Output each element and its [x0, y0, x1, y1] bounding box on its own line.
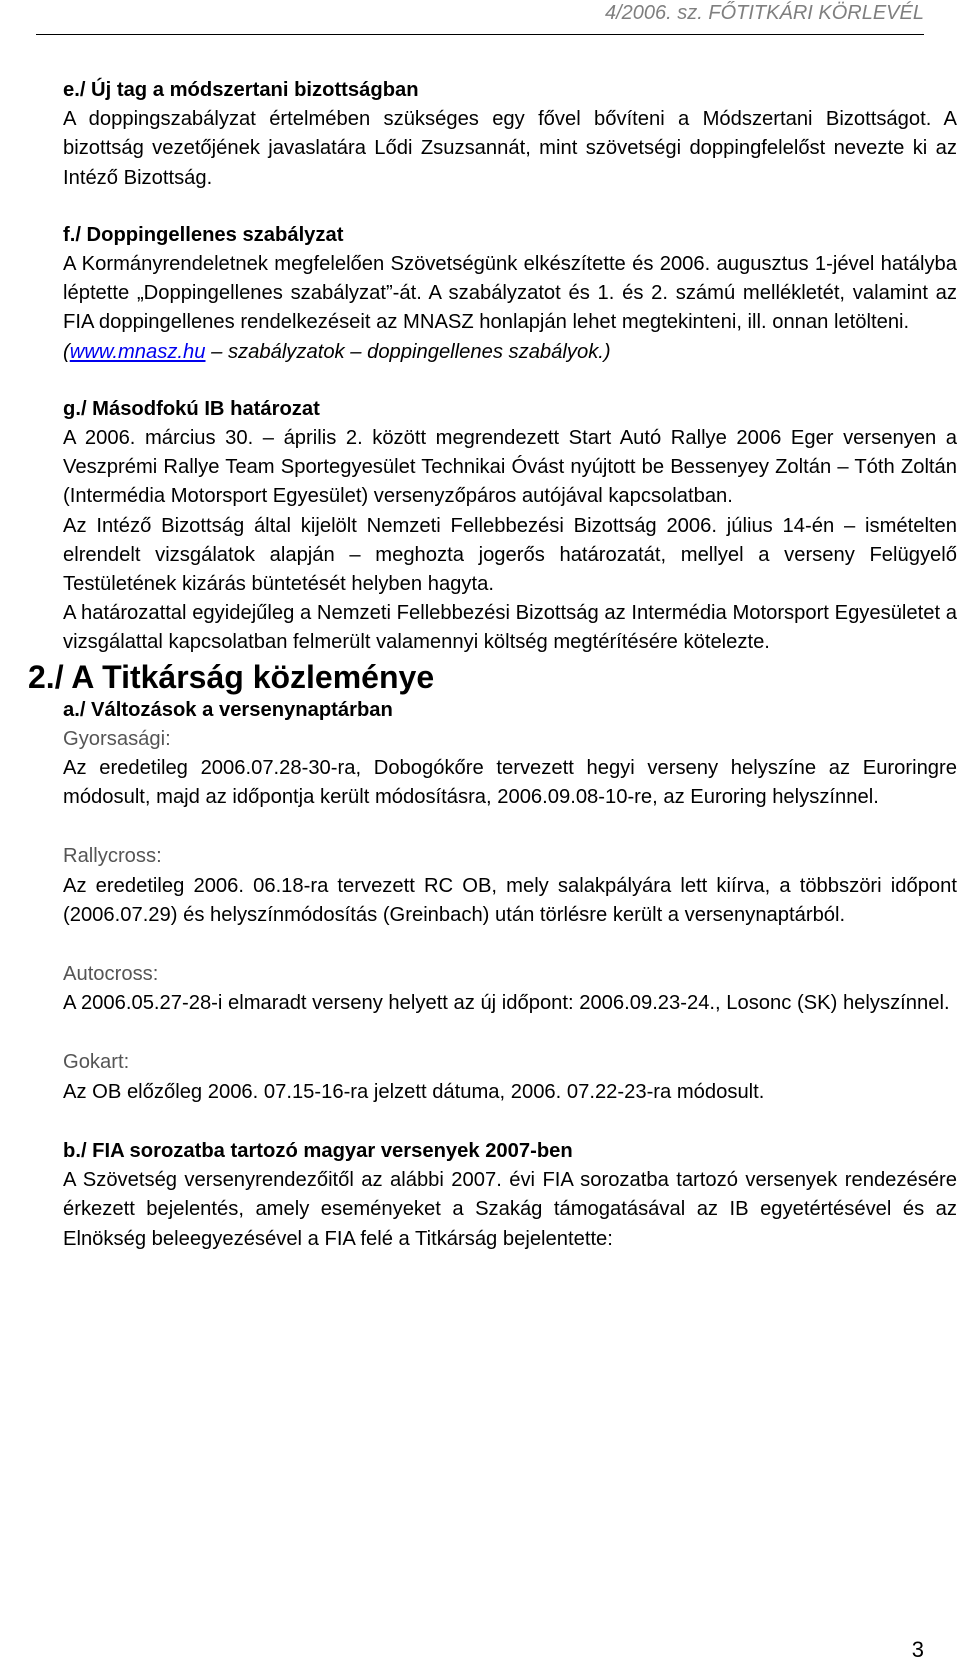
section-f-body: A Kormányrendeletnek megfelelően Szövetségünk elkészítette és 2006. augusztus 1-jével hatályba léptette „Doppingellenes szabályzat”-át. A szabályzatot és 1. és 2. számú mellékletét, valamint az FIA doppingellenes rendelkezéseit az MNASZ honlapján lehet megtekinteni, ill. onnan letölteni. [63, 253, 957, 334]
section-2b-text: A Szövetség versenyrendezőitől az alábbi 2007. évi FIA sorozatba tartozó versenyek rendezésére érkezett bejelentés, amely eseményeket a Szakág támogatásával az IB egyetértésével és az Elnökség beleegyezésével a FIA felé a Titkárság bejelentette: [63, 1169, 957, 1250]
link-open-paren: ( [63, 340, 70, 363]
gyorsasagi-label: Gyorsasági: [63, 727, 171, 750]
section-2b-title: b./ FIA sorozatba tartozó magyar versenyek 2007-ben [63, 1139, 573, 1162]
section-g-title: g./ Másodfokú IB határozat [63, 397, 320, 420]
section-g-para-3: A határozattal egyidejűleg a Nemzeti Fellebbezési Bizottság az Intermédia Motorsport Egyesületet a vizsgálattal kapcsolatban felmerült valamennyi költség megtérítésére kötelezte. [63, 602, 957, 654]
rallycross-text: Az eredetileg 2006. 06.18-ra tervezett RC OB, mely salakpályára lett kiírva, a többszöri időpont (2006.07.29) és helyszínmódosítás (Greinbach) után törlésre került a versenynaptárból. [63, 874, 957, 926]
page-number: 3 [911, 1637, 924, 1662]
link-path-text: – szabályzatok – doppingellenes szabályok.) [205, 340, 611, 363]
section-g-para-2: Az Intéző Bizottság által kijelölt Nemzeti Fellebbezési Bizottság 2006. július 14-én – ismételten elrendelt vizsgálatok alapján – meghozta jogerős határozatát, mellyel a verseny Felügyelő Testületének kizárás büntetését helyben hagyta. [63, 514, 957, 596]
section-f-title: f./ Doppingellenes szabályzat [63, 223, 344, 246]
header-rule [36, 34, 924, 35]
document-body [28, 76, 957, 1254]
section-g-para-1: A 2006. március 30. – április 2. között megrendezett Start Autó Rallye 2006 Eger versenyen a Veszprémi Rallye Team Sportegyesület Technikai Óvást nyújtott be Bessenyey Zoltán – Tóth Zoltán (Intermédia Motorsport Egyesület) versenyzőpáros autójával kapcsolatban. [63, 427, 957, 508]
gokart-text: Az OB előzőleg 2006. 07.15-16-ra jelzett dátuma, 2006. 07.22-23-ra módosult. [63, 1080, 765, 1103]
section-2-title: 2./ A Titkárság közleménye [28, 658, 435, 695]
page-header: 4/2006. sz. FŐTITKÁRI KÖRLEVÉL [604, 2, 924, 24]
gokart-label: Gokart: [63, 1051, 130, 1074]
autocross-label: Autocross: [63, 963, 159, 986]
rallycross-label: Rallycross: [63, 845, 162, 868]
autocross-text: A 2006.05.27-28-i elmaradt verseny helyett az új időpont: 2006.09.23-24., Losonc (SK) helyszínnel. [63, 992, 950, 1015]
mnasz-link[interactable]: www.mnasz.hu [69, 340, 206, 363]
section-f-link-line [63, 338, 957, 367]
section-e-title: e./ Új tag a módszertani bizottságban [63, 79, 419, 101]
section-2a-title: a./ Változások a versenynaptárban [63, 698, 393, 721]
section-e-body: A doppingszabályzat értelmében szükséges egy fővel bővíteni a Módszertani Bizottságot. A bizottság vezetőjének javaslatára Lődi Zsuzsannát, mint szövetségi doppingfelelőst nevezte ki az Intéző Bizottság. [63, 108, 957, 189]
gyorsasagi-text: Az eredetileg 2006.07.28-30-ra, Dobogókőre tervezett hegyi verseny helyszíne az Euroringre módosult, majd az időpontja került módosításra, 2006.09.08-10-re, az Euroring helyszínnel. [63, 757, 957, 809]
